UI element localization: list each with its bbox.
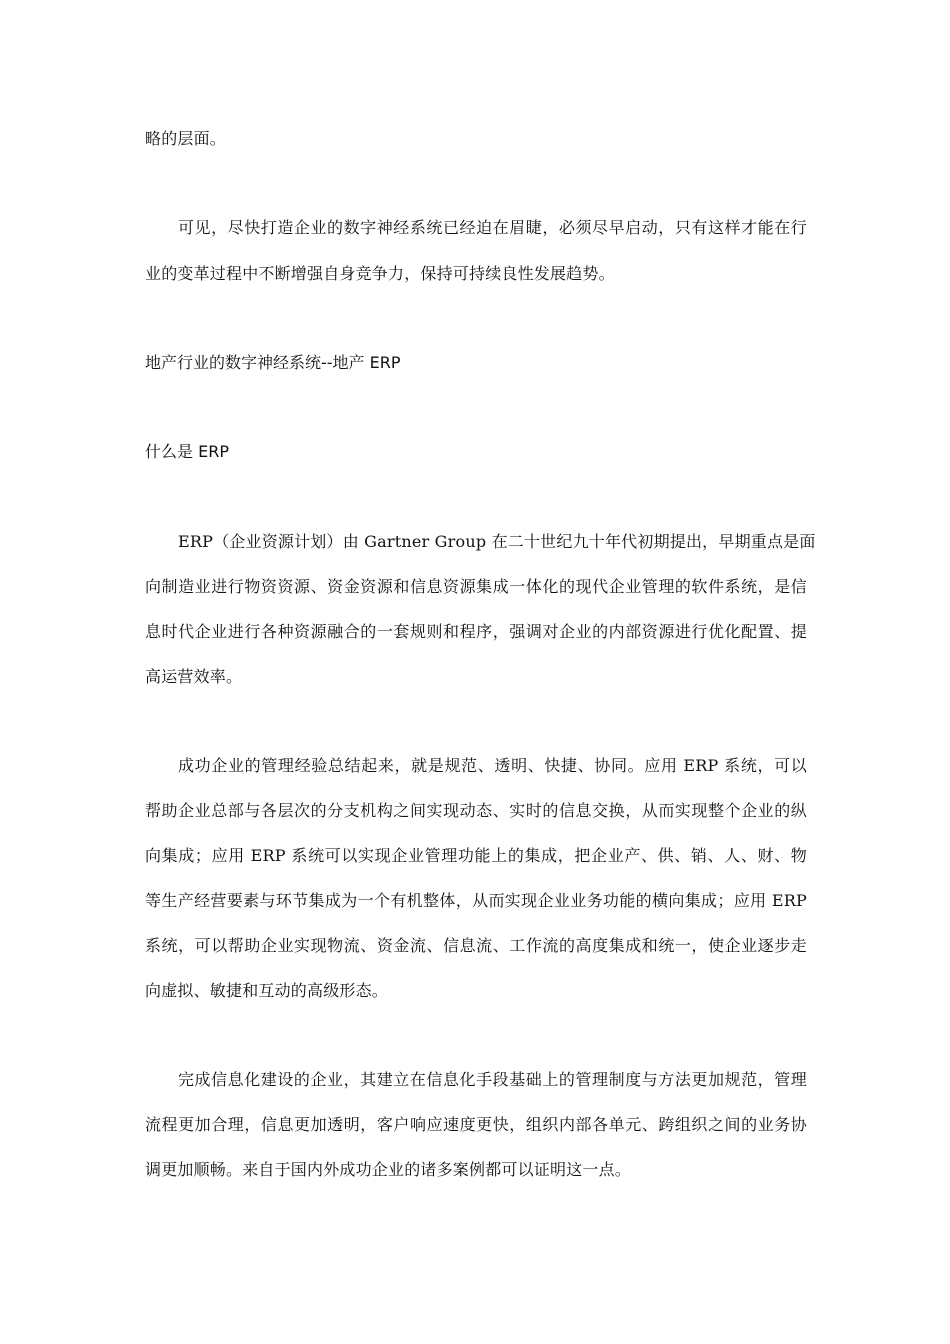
text-line: 流程更加合理，信息更加透明，客户响应速度更快，组织内部各单元、跨组织之间的业务协 [145,1115,807,1134]
text-line: 可见，尽快打造企业的数字神经系统已经迫在眉睫，必须尽早启动，只有这样才能在行 [178,218,807,237]
subsection-heading: 什么是 ERP [145,442,229,461]
text-line: 完成信息化建设的企业，其建立在信息化手段基础上的管理制度与方法更加规范，管理 [178,1070,807,1089]
text-line: 帮助企业总部与各层次的分支机构之间实现动态、实时的信息交换，从而实现整个企业的纵 [145,801,807,820]
text-line: 向集成；应用 ERP 系统可以实现企业管理功能上的集成，把企业产、供、销、人、财、物 [145,846,807,865]
text-line: ERP（企业资源计划）由 Gartner Group 在二十世纪九十年代初期提出，早期重点是面 [178,532,816,551]
text-line: 向制造业进行物资资源、资金资源和信息资源集成一体化的现代企业管理的软件系统，是信 [145,577,807,596]
section-heading: 地产行业的数字神经系统--地产 ERP [145,353,401,372]
text-line: 业的变革过程中不断增强自身竞争力，保持可持续良性发展趋势。 [145,264,615,283]
text-line: 略的层面。 [145,129,227,148]
text-line: 高运营效率。 [145,667,243,686]
text-line: 息时代企业进行各种资源融合的一套规则和程序，强调对企业的内部资源进行优化配置、提 [145,622,807,641]
text-line: 系统，可以帮助企业实现物流、资金流、信息流、工作流的高度集成和统一，使企业逐步走 [145,936,807,955]
text-line: 调更加顺畅。来自于国内外成功企业的诸多案例都可以证明这一点。 [145,1160,632,1179]
text-line: 等生产经营要素与环节集成为一个有机整体，从而实现企业业务功能的横向集成；应用 ERP [145,891,807,910]
text-line: 成功企业的管理经验总结起来，就是规范、透明、快捷、协同。应用 ERP 系统，可以 [178,756,807,775]
text-line: 向虚拟、敏捷和互动的高级形态。 [145,981,389,1000]
